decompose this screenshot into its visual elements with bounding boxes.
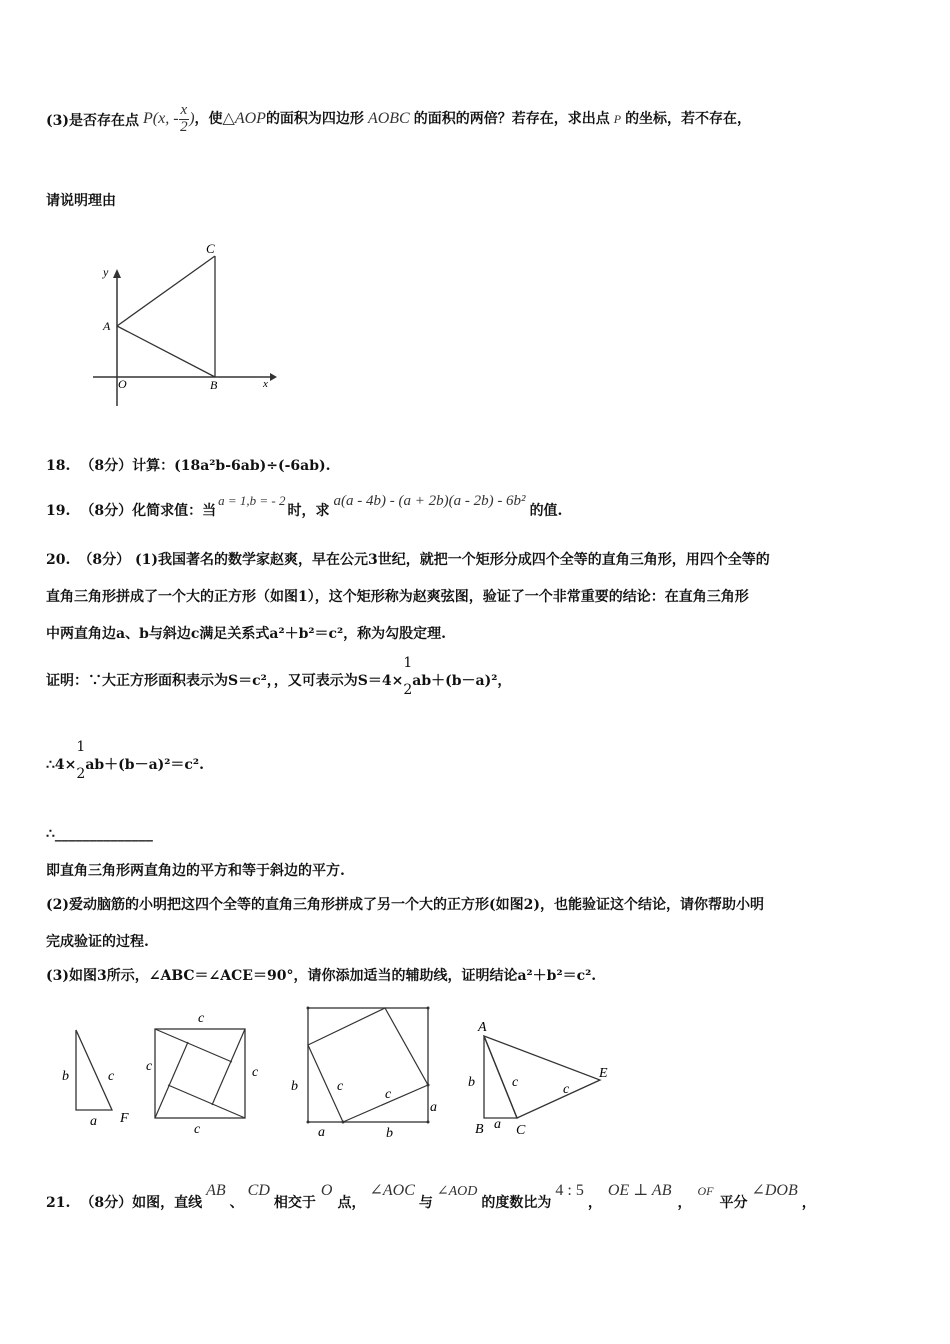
- figure-4-triangles: [468, 1020, 608, 1138]
- quad-aobc: AOBC: [367, 109, 410, 127]
- point-expr-left: P(x, -: [143, 109, 179, 127]
- question-18: [46, 455, 331, 475]
- point-p: P: [613, 111, 622, 126]
- q20-part2-line1: (2)爱动脑筋的小明把这四个全等的直角三角形拼成了另一个大的正方形(如图2)，也能验证这个结论，请你帮助小明: [46, 897, 764, 913]
- fig4-label-a-side: a: [494, 1117, 501, 1132]
- q20-part2-line2: 完成验证的过程.: [46, 934, 149, 950]
- figure-3-square: [291, 1007, 437, 1142]
- q19-end: 的值.: [529, 503, 563, 519]
- point-expr-right: ): [189, 109, 195, 127]
- q21-number: 21.: [46, 1195, 71, 1211]
- half-den-2: 2: [76, 765, 86, 782]
- q21-ratio: 4 : 5: [555, 1182, 584, 1199]
- q21-of: OF: [697, 1184, 714, 1198]
- q21-o: O: [320, 1182, 333, 1199]
- q21-t6: ，: [677, 1195, 692, 1211]
- q18-number: 18.: [46, 458, 71, 474]
- q19-mid: 时，求: [287, 503, 330, 519]
- q20-part3: (3)如图3所示，∠ABC＝∠ACE＝90°，请你添加适当的辅助线，证明结论a²＋b²＝c².: [46, 968, 597, 984]
- proof-a-text: 证明：∵大正方形面积表示为S＝c²，，又可表示为S＝4×: [46, 672, 404, 689]
- q21-t2: 点，: [337, 1195, 366, 1211]
- q21-oe: OE ⊥ AB: [607, 1182, 672, 1199]
- label-a: A: [103, 319, 111, 333]
- figure-1-triangle: [62, 1030, 129, 1129]
- question-21: [46, 1180, 816, 1211]
- q17-text-mid1: ，使: [194, 110, 223, 127]
- q17-text-end: 的坐标，若不存在，: [625, 110, 752, 127]
- segment-ab: [117, 326, 215, 377]
- frac-den: 2: [180, 118, 188, 135]
- fig4-label-a: A: [478, 1020, 487, 1035]
- q20-therefore-line: [46, 826, 153, 842]
- q21-t8: ，: [801, 1195, 816, 1211]
- half-den-1: 2: [403, 681, 413, 698]
- q17-part3-line1: [46, 103, 751, 153]
- figure-2-square: [146, 1011, 259, 1137]
- fig2-label-left: c: [146, 1059, 153, 1074]
- q19-score: （8分）化简求值：当: [80, 503, 217, 519]
- fig4-label-b: B: [475, 1122, 484, 1137]
- fig4-label-b-side: b: [468, 1075, 475, 1090]
- y-axis-arrow: [113, 269, 121, 278]
- fig1-label-f: F: [120, 1111, 129, 1126]
- therefore-symbol: ∴: [46, 826, 55, 842]
- q17-text-mid2: 的面积为四边形: [265, 110, 364, 127]
- q20-proof-line2: [46, 740, 204, 781]
- label-y: y: [103, 265, 109, 279]
- fig3-label-b-bottom: b: [386, 1126, 393, 1141]
- q17-part3-prefix: (3)是否存在点: [46, 112, 139, 129]
- half-fraction-2: [76, 740, 85, 781]
- x-axis-arrow: [270, 373, 277, 381]
- q21-aoc: ∠AOC: [369, 1182, 415, 1199]
- q20-line1-text: （8分） (1)我国著名的数学家赵爽，早在公元3世纪，就把一个矩形分成四个全等的直角三角形，用四个全等的: [78, 552, 770, 568]
- q20-line1: [46, 549, 770, 569]
- q21-score: （8分）如图，直线: [80, 1195, 203, 1211]
- triangle-aop: △AOP: [222, 109, 266, 127]
- fig3-label-a-bottom: a: [318, 1125, 325, 1140]
- q20-number: 20.: [46, 552, 71, 568]
- q20-conclusion: 即直角三角形两直角边的平方和等于斜边的平方.: [46, 863, 345, 879]
- fig4-label-c1: c: [512, 1075, 519, 1090]
- q20-figures: [40, 1000, 680, 1150]
- q21-aod: ∠AOD: [436, 1184, 478, 1199]
- fig3-label-c2: c: [385, 1087, 392, 1102]
- fig1-label-a: a: [90, 1114, 97, 1129]
- segment-ac: [117, 256, 215, 326]
- coordinate-figure: [85, 238, 285, 410]
- fig4-label-c: C: [516, 1123, 526, 1138]
- q21-dob: ∠DOB: [751, 1182, 798, 1199]
- q21-t4: 的度数比为: [481, 1195, 552, 1211]
- q21-t3: 与: [418, 1195, 433, 1211]
- fig4-label-c2: c: [563, 1082, 570, 1097]
- half-num-2: 1: [76, 739, 86, 755]
- label-o: O: [118, 377, 127, 391]
- fig3-label-c1: c: [337, 1079, 344, 1094]
- q20-line2: 直角三角形拼成了一个大的正方形（如图1），这个矩形称为赵爽弦图，验证了一个非常重要的结论：在直角三角形: [46, 589, 749, 605]
- q19-expr: a(a - 4b) - (a + 2b)(a - 2b) - 6b²: [333, 493, 526, 509]
- proof-b-text: ∴4×: [46, 756, 77, 773]
- q20-proof-line: [46, 656, 511, 697]
- q17-part3-line2: 请说明理由: [46, 193, 116, 209]
- answer-blank: ______________: [54, 826, 153, 842]
- fig1-label-b: b: [62, 1069, 69, 1084]
- frac-num: x: [180, 102, 188, 118]
- fig1-label-c: c: [108, 1069, 115, 1084]
- fig2-label-top: c: [198, 1011, 205, 1026]
- q20-line3: 中两直角边a、b与斜边c满足关系式a²＋b²＝c²，称为勾股定理.: [46, 626, 447, 642]
- q21-ab: AB: [206, 1182, 226, 1199]
- proof-a-tail: ab＋(b－a)²，: [412, 672, 512, 689]
- fig4-label-e: E: [599, 1066, 608, 1081]
- q21-t7: 平分: [719, 1195, 748, 1211]
- fig3-label-b: b: [291, 1079, 298, 1094]
- q18-score: （8分）计算：: [80, 458, 175, 474]
- half-num-1: 1: [403, 655, 413, 671]
- q21-t5: ，: [587, 1195, 602, 1211]
- q21-t1: 相交于: [273, 1195, 316, 1211]
- q18-expr: (18a²b-6ab)÷(-6ab).: [174, 458, 331, 474]
- q19-condition: a = 1,b = - 2: [218, 493, 286, 508]
- fig2-label-right: c: [252, 1065, 259, 1080]
- point-p-expr: [143, 102, 195, 135]
- q17-text-mid3: 的面积的两倍？若存在，求出点: [413, 110, 610, 127]
- half-fraction-1: [403, 656, 412, 697]
- label-b: B: [210, 378, 218, 392]
- fig3-label-a-right: a: [430, 1100, 437, 1115]
- fig2-label-bottom: c: [194, 1122, 201, 1137]
- label-c: C: [206, 241, 215, 256]
- question-19: [46, 490, 563, 519]
- q21-sep: 、: [229, 1195, 244, 1211]
- proof-b-tail: ab＋(b－a)²＝c².: [85, 756, 204, 773]
- point-fraction: [179, 103, 190, 136]
- label-x: x: [263, 378, 268, 390]
- q19-number: 19.: [46, 503, 71, 519]
- q21-cd: CD: [247, 1182, 270, 1199]
